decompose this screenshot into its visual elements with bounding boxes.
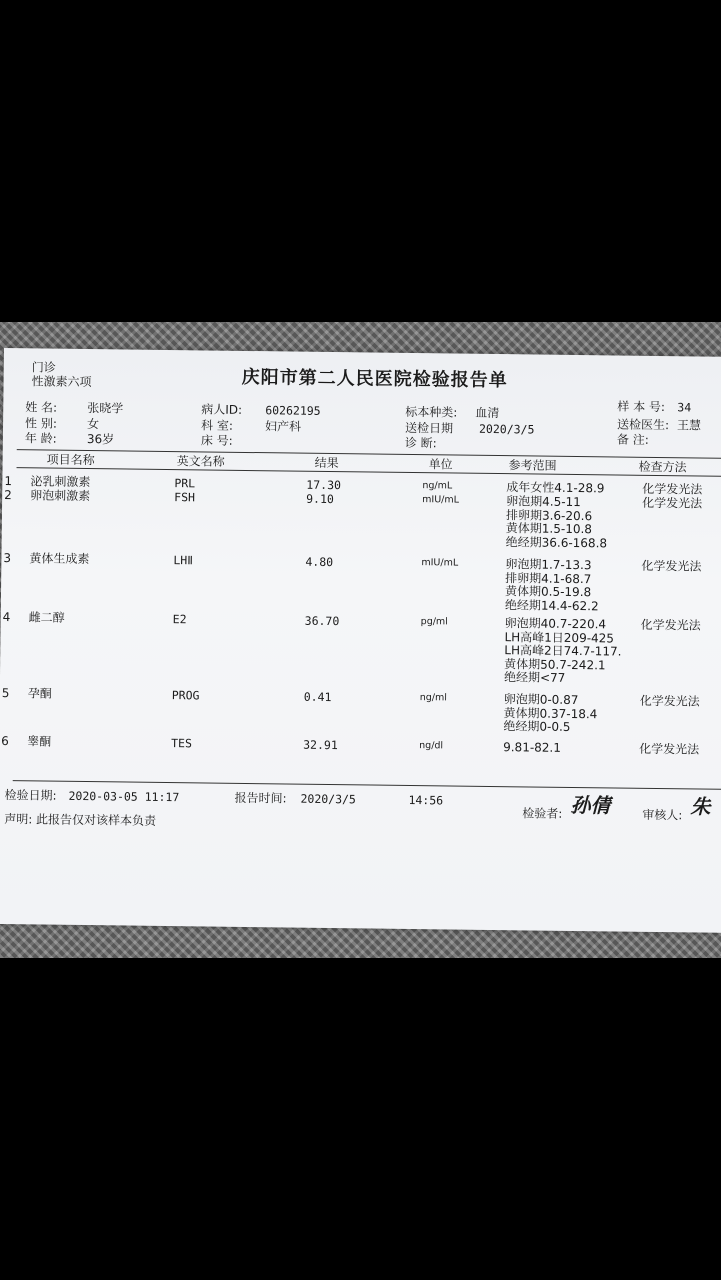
name-label: 姓 名: (25, 400, 58, 415)
sample-no: 34 (677, 400, 692, 415)
reference-range-line: 9.81-82.1 (503, 740, 562, 755)
item-english-name: PROG (171, 688, 200, 703)
report-date: 2020/3/5 (300, 791, 356, 807)
row-number: 3 (3, 551, 12, 566)
item-name: 卵泡刺激素 (30, 488, 91, 504)
item-english-name: E2 (172, 612, 187, 627)
test-method: 化学发光法 (641, 558, 702, 574)
reference-range-line: 卵泡期4.5-11 (506, 494, 581, 510)
item-english-name: PRL (174, 476, 196, 491)
lab-report-sheet (0, 348, 721, 933)
specimen-type: 血清 (475, 405, 500, 421)
col-reference: 参考范围 (508, 458, 557, 473)
col-item-name: 项目名称 (46, 452, 95, 468)
item-result: 17.30 (306, 477, 342, 493)
reference-range-line: 排卵期4.1-68.7 (505, 570, 592, 586)
test-method: 化学发光法 (640, 617, 701, 633)
item-name: 孕酮 (27, 686, 52, 701)
patient-name: 张晓学 (87, 401, 124, 416)
tester-signature: 孙倩 (570, 792, 611, 818)
reference-range-line: 黄体期0.5-19.8 (504, 584, 592, 600)
document-photo (0, 322, 721, 958)
col-unit: 单位 (428, 457, 453, 472)
test-date: 2020-03-05 11:17 (68, 788, 180, 805)
item-unit: mIU/mL (422, 494, 460, 506)
patient-age: 36岁 (86, 432, 115, 447)
diagnosis-label: 诊 断: (404, 435, 437, 451)
reference-range-line: LH高峰1日209-425 (504, 629, 615, 645)
reference-range-line: 绝经期14.4-62.2 (504, 597, 599, 613)
item-unit: pg/ml (420, 616, 448, 628)
dept-label: 科 室: (200, 418, 234, 433)
test-method: 化学发光法 (639, 693, 700, 709)
item-name: 泌乳刺激素 (30, 474, 91, 490)
reference-range-line: 绝经期<77 (503, 670, 566, 685)
item-unit: mIU/mL (421, 557, 459, 569)
reviewer-signature: 朱 (690, 794, 711, 819)
doctor-name: 王慧 (677, 418, 702, 433)
tester-label: 检验者: (522, 806, 563, 821)
table-top-rule (17, 449, 721, 459)
reference-range-line: 黄体期1.5-10.8 (505, 521, 593, 537)
reviewer-label: 审核人: (642, 807, 683, 823)
patient-id: 60262195 (265, 403, 321, 418)
reference-range-line: 卵泡期1.7-13.3 (505, 557, 592, 573)
row-number: 4 (2, 610, 11, 625)
reference-range-line: 绝经期0-0.5 (503, 719, 571, 734)
reference-range-line: 黄体期0.37-18.4 (503, 705, 598, 721)
department-type: 门诊 (31, 360, 56, 375)
row-number: 5 (1, 685, 10, 701)
sex-label: 性 别: (24, 416, 58, 431)
specimen-label: 标本种类: (405, 404, 458, 420)
report-title: 庆阳市第二人民医院检验报告单 (241, 366, 508, 392)
bed-label: 床 号: (200, 433, 233, 448)
item-english-name: LHⅡ (173, 553, 194, 568)
remark-label: 备 注: (616, 432, 649, 447)
item-name: 睾酮 (27, 734, 52, 749)
send-date-label: 送检日期 (404, 420, 454, 436)
row-number: 1 (4, 474, 13, 489)
sample-no-label: 样 本 号: (617, 399, 666, 415)
test-method: 化学发光法 (642, 481, 703, 497)
item-unit: ng/dl (419, 740, 444, 752)
table-header-rule (17, 467, 721, 477)
item-result: 0.41 (303, 689, 332, 705)
item-name: 雌二醇 (28, 610, 65, 625)
reference-range-line: 卵泡期0-0.87 (503, 692, 579, 708)
report-time-label: 报告时间: (234, 790, 287, 806)
col-method: 检查方法 (638, 459, 687, 475)
col-result: 结果 (314, 455, 339, 471)
test-date-label: 检验日期: (4, 788, 57, 803)
item-result: 9.10 (306, 491, 334, 507)
reference-range-line: 绝经期36.6-168.8 (505, 534, 608, 550)
item-result: 4.80 (305, 554, 334, 570)
row-number: 6 (1, 733, 9, 749)
reference-range-line: LH高峰2日74.7-117. (504, 643, 622, 659)
reference-range-line: 黄体期50.7-242.1 (504, 656, 606, 672)
reference-range-line: 卵泡期40.7-220.4 (504, 616, 607, 632)
patient-sex: 女 (86, 417, 100, 432)
item-english-name: FSH (174, 490, 196, 505)
test-method: 化学发光法 (642, 495, 703, 511)
reference-range-line: 排卵期3.6-20.6 (505, 507, 593, 523)
col-english-name: 英文名称 (176, 454, 225, 469)
item-result: 32.91 (303, 737, 338, 753)
row-number: 2 (4, 488, 12, 503)
report-time: 14:56 (408, 792, 444, 808)
item-unit: ng/mL (422, 480, 453, 492)
item-name: 黄体生成素 (29, 551, 90, 567)
patient-dept: 妇产科 (264, 419, 302, 434)
item-result: 36.70 (304, 613, 340, 629)
patient-id-label: 病人ID: (201, 402, 243, 417)
age-label: 年 龄: (24, 431, 57, 446)
doctor-label: 送检医生: (617, 417, 670, 433)
panel-name: 性激素六项 (31, 374, 92, 390)
send-date: 2020/3/5 (478, 421, 535, 437)
item-unit: ng/ml (419, 692, 447, 704)
test-method: 化学发光法 (639, 741, 700, 757)
item-english-name: TES (171, 736, 193, 751)
disclaimer: 声明: 此报告仅对该样本负责 (4, 812, 157, 828)
reference-range-line: 成年女性4.1-28.9 (506, 480, 605, 496)
